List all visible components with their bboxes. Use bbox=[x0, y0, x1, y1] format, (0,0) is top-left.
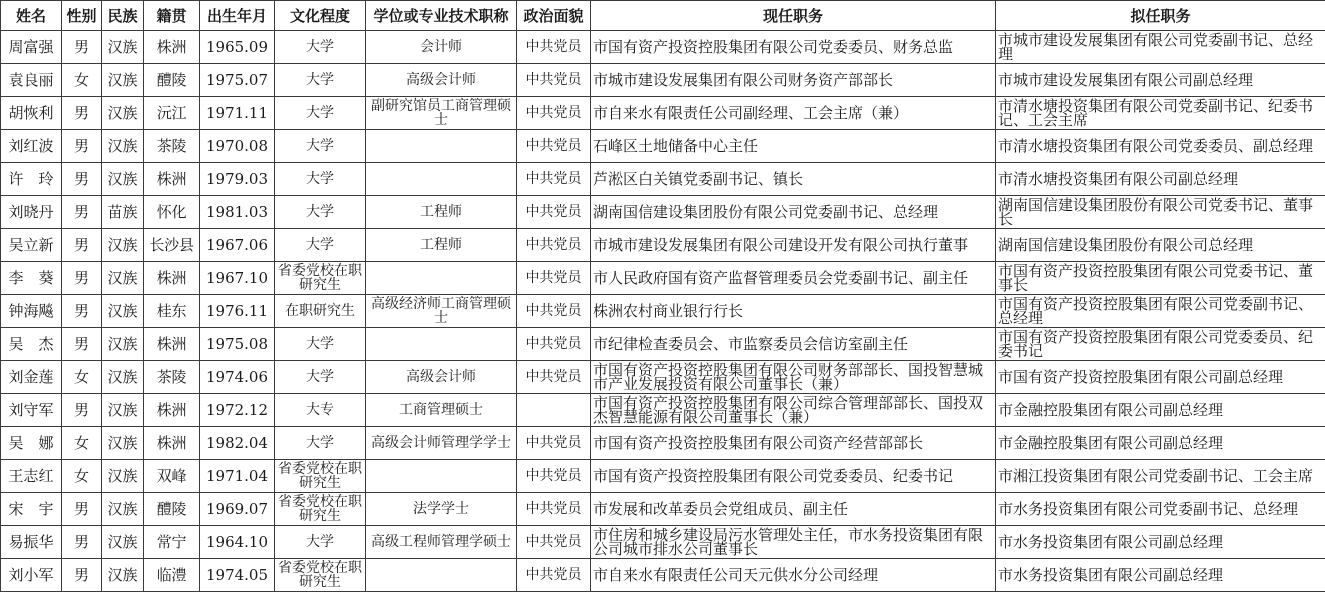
cell-native-place: 长沙县 bbox=[144, 229, 200, 262]
cell-native-place: 醴陵 bbox=[144, 493, 200, 526]
header-proposed-position: 拟任职务 bbox=[996, 1, 1325, 31]
cell-current-position: 市城市建设发展集团有限公司财务资产部部长 bbox=[591, 64, 996, 97]
cell-current-position: 市发展和改革委员会党组成员、副主任 bbox=[591, 493, 996, 526]
cell-proposed-position: 市清水塘投资集团有限公司党委委员、副总经理 bbox=[996, 130, 1325, 163]
cell-gender: 男 bbox=[62, 295, 102, 328]
cell-proposed-position: 市湘江投资集团有限公司党委副书记、工会主席 bbox=[996, 460, 1325, 493]
header-row bbox=[1, 1, 1325, 31]
cell-degree-title bbox=[366, 559, 517, 592]
cell-degree-title: 工程师 bbox=[366, 196, 517, 229]
table-row bbox=[1, 196, 1325, 229]
cell-birth-date: 1964.10 bbox=[200, 526, 275, 559]
cell-birth-date: 1976.11 bbox=[200, 295, 275, 328]
cell-current-position: 市自来水有限责任公司副经理、工会主席（兼） bbox=[591, 97, 996, 130]
cell-degree-title bbox=[366, 262, 517, 295]
cell-ethnicity: 汉族 bbox=[102, 328, 144, 361]
cell-political-status: 中共党员 bbox=[517, 130, 591, 163]
cell-ethnicity: 苗族 bbox=[102, 196, 144, 229]
cell-current-position: 石峰区土地储备中心主任 bbox=[591, 130, 996, 163]
cell-education: 大学 bbox=[275, 64, 366, 97]
cell-birth-date: 1970.08 bbox=[200, 130, 275, 163]
cell-current-position: 芦淞区白关镇党委副书记、镇长 bbox=[591, 163, 996, 196]
cell-political-status: 中共党员 bbox=[517, 460, 591, 493]
cell-name: 钟海飚 bbox=[1, 295, 62, 328]
cell-native-place: 株洲 bbox=[144, 394, 200, 427]
cell-native-place: 株洲 bbox=[144, 31, 200, 64]
cell-gender: 女 bbox=[62, 64, 102, 97]
cell-education: 大学 bbox=[275, 196, 366, 229]
cell-degree-title: 会计师 bbox=[366, 31, 517, 64]
cell-education: 大学 bbox=[275, 361, 366, 394]
cell-degree-title bbox=[366, 130, 517, 163]
cell-ethnicity: 汉族 bbox=[102, 526, 144, 559]
cell-native-place: 双峰 bbox=[144, 460, 200, 493]
cell-birth-date: 1974.06 bbox=[200, 361, 275, 394]
cell-political-status: 中共党员 bbox=[517, 559, 591, 592]
cell-proposed-position: 市城市建设发展集团有限公司党委副书记、总经理 bbox=[996, 31, 1325, 64]
header-education: 文化程度 bbox=[275, 1, 366, 31]
cell-degree-title bbox=[366, 163, 517, 196]
cell-degree-title: 高级工程师管理学硕士 bbox=[366, 526, 517, 559]
cell-education: 大学 bbox=[275, 130, 366, 163]
cell-proposed-position: 湖南国信建设集团股份有限公司总经理 bbox=[996, 229, 1325, 262]
cell-degree-title: 工商管理硕士 bbox=[366, 394, 517, 427]
cell-birth-date: 1979.03 bbox=[200, 163, 275, 196]
header-current-position: 现任职务 bbox=[591, 1, 996, 31]
cell-education: 大学 bbox=[275, 427, 366, 460]
cell-name: 吴 娜 bbox=[1, 427, 62, 460]
table-row bbox=[1, 163, 1325, 196]
table-body bbox=[1, 31, 1325, 592]
cell-birth-date: 1969.07 bbox=[200, 493, 275, 526]
table-row bbox=[1, 427, 1325, 460]
cell-native-place: 怀化 bbox=[144, 196, 200, 229]
cell-education: 大学 bbox=[275, 526, 366, 559]
cell-native-place: 株洲 bbox=[144, 262, 200, 295]
cell-name: 宋 宇 bbox=[1, 493, 62, 526]
cell-ethnicity: 汉族 bbox=[102, 130, 144, 163]
cell-name: 刘红波 bbox=[1, 130, 62, 163]
cell-proposed-position: 市国有资产投资控股集团有限公司党委副书记、总经理 bbox=[996, 295, 1325, 328]
cell-proposed-position: 市清水塘投资集团有限公司党委副书记、纪委书记、工会主席 bbox=[996, 97, 1325, 130]
cell-name: 李 葵 bbox=[1, 262, 62, 295]
cell-political-status: 中共党员 bbox=[517, 64, 591, 97]
cell-degree-title: 工程师 bbox=[366, 229, 517, 262]
cell-degree-title bbox=[366, 460, 517, 493]
table-row bbox=[1, 295, 1325, 328]
cell-name: 吴立新 bbox=[1, 229, 62, 262]
cell-education: 大学 bbox=[275, 31, 366, 64]
cell-name: 王志红 bbox=[1, 460, 62, 493]
cell-ethnicity: 汉族 bbox=[102, 163, 144, 196]
cell-birth-date: 1982.04 bbox=[200, 427, 275, 460]
cell-birth-date: 1975.08 bbox=[200, 328, 275, 361]
cell-proposed-position: 市国有资产投资控股集团有限公司党委书记、董事长 bbox=[996, 262, 1325, 295]
cell-birth-date: 1967.06 bbox=[200, 229, 275, 262]
cell-degree-title bbox=[366, 328, 517, 361]
cell-gender: 男 bbox=[62, 394, 102, 427]
cell-birth-date: 1971.11 bbox=[200, 97, 275, 130]
header-political-status: 政治面貌 bbox=[517, 1, 591, 31]
cell-political-status: 中共党员 bbox=[517, 262, 591, 295]
cell-political-status: 中共党员 bbox=[517, 163, 591, 196]
cell-name: 刘金莲 bbox=[1, 361, 62, 394]
cell-birth-date: 1971.04 bbox=[200, 460, 275, 493]
cell-current-position: 湖南国信建设集团股份有限公司党委副书记、总经理 bbox=[591, 196, 996, 229]
cell-degree-title: 副研究馆员工商管理硕士 bbox=[366, 97, 517, 130]
cell-political-status: 中共党员 bbox=[517, 295, 591, 328]
cell-proposed-position: 市城市建设发展集团有限公司副总经理 bbox=[996, 64, 1325, 97]
cell-name: 胡恢利 bbox=[1, 97, 62, 130]
header-native-place: 籍贯 bbox=[144, 1, 200, 31]
cell-native-place: 茶陵 bbox=[144, 361, 200, 394]
cell-education: 大学 bbox=[275, 97, 366, 130]
cell-degree-title: 法学学士 bbox=[366, 493, 517, 526]
cell-education: 在职研究生 bbox=[275, 295, 366, 328]
cell-native-place: 茶陵 bbox=[144, 130, 200, 163]
cell-political-status: 中共党员 bbox=[517, 427, 591, 460]
cell-native-place: 株洲 bbox=[144, 328, 200, 361]
cell-ethnicity: 汉族 bbox=[102, 394, 144, 427]
cell-ethnicity: 汉族 bbox=[102, 361, 144, 394]
cell-gender: 男 bbox=[62, 526, 102, 559]
cell-proposed-position: 湖南国信建设集团股份有限公司党委书记、董事长 bbox=[996, 196, 1325, 229]
cell-proposed-position: 市国有资产投资控股集团有限公司副总经理 bbox=[996, 361, 1325, 394]
table-row bbox=[1, 328, 1325, 361]
cell-gender: 女 bbox=[62, 460, 102, 493]
cell-current-position: 市自来水有限责任公司天元供水分公司经理 bbox=[591, 559, 996, 592]
cell-native-place: 常宁 bbox=[144, 526, 200, 559]
cell-ethnicity: 汉族 bbox=[102, 493, 144, 526]
cell-political-status: 中共党员 bbox=[517, 229, 591, 262]
cell-name: 易振华 bbox=[1, 526, 62, 559]
cell-gender: 男 bbox=[62, 559, 102, 592]
cell-birth-date: 1974.05 bbox=[200, 559, 275, 592]
cell-ethnicity: 汉族 bbox=[102, 427, 144, 460]
cell-degree-title: 高级经济师工商管理硕士 bbox=[366, 295, 517, 328]
cell-education: 省委党校在职研究生 bbox=[275, 460, 366, 493]
cell-political-status: 中共党员 bbox=[517, 97, 591, 130]
cell-education: 省委党校在职研究生 bbox=[275, 262, 366, 295]
cell-political-status: 中共党员 bbox=[517, 361, 591, 394]
cell-education: 大学 bbox=[275, 163, 366, 196]
cell-gender: 女 bbox=[62, 427, 102, 460]
cell-education: 大学 bbox=[275, 229, 366, 262]
cell-proposed-position: 市国有资产投资控股集团有限公司党委委员、纪委书记 bbox=[996, 328, 1325, 361]
cell-current-position: 市国有资产投资控股集团有限公司党委委员、财务总监 bbox=[591, 31, 996, 64]
cell-education: 大专 bbox=[275, 394, 366, 427]
cell-native-place: 桂东 bbox=[144, 295, 200, 328]
cell-political-status: 中共党员 bbox=[517, 31, 591, 64]
cell-current-position: 市国有资产投资控股集团有限公司财务部部长、国投智慧城市产业发展投资有限公司董事长（兼） bbox=[591, 361, 996, 394]
cell-gender: 男 bbox=[62, 130, 102, 163]
cell-gender: 男 bbox=[62, 229, 102, 262]
header-ethnicity: 民族 bbox=[102, 1, 144, 31]
header-name: 姓名 bbox=[1, 1, 62, 31]
cell-current-position: 市城市建设发展集团有限公司建设开发有限公司执行董事 bbox=[591, 229, 996, 262]
cell-education: 大学 bbox=[275, 328, 366, 361]
cell-current-position: 市人民政府国有资产监督管理委员会党委副书记、副主任 bbox=[591, 262, 996, 295]
cell-political-status: 中共党员 bbox=[517, 196, 591, 229]
cell-current-position: 市国有资产投资控股集团有限公司资产经营部部长 bbox=[591, 427, 996, 460]
table-row bbox=[1, 130, 1325, 163]
cell-native-place: 醴陵 bbox=[144, 64, 200, 97]
cell-gender: 男 bbox=[62, 493, 102, 526]
cell-degree-title: 高级会计师 bbox=[366, 64, 517, 97]
cell-birth-date: 1981.03 bbox=[200, 196, 275, 229]
cell-proposed-position: 市清水塘投资集团有限公司副总经理 bbox=[996, 163, 1325, 196]
table-row bbox=[1, 229, 1325, 262]
table-row bbox=[1, 526, 1325, 559]
cell-gender: 男 bbox=[62, 163, 102, 196]
cell-political-status: 中共党员 bbox=[517, 493, 591, 526]
table-row bbox=[1, 262, 1325, 295]
table-row bbox=[1, 361, 1325, 394]
header-gender: 性别 bbox=[62, 1, 102, 31]
cell-name: 吴 杰 bbox=[1, 328, 62, 361]
cell-name: 袁良丽 bbox=[1, 64, 62, 97]
cell-ethnicity: 汉族 bbox=[102, 460, 144, 493]
cell-gender: 男 bbox=[62, 328, 102, 361]
cell-gender: 男 bbox=[62, 31, 102, 64]
cell-gender: 男 bbox=[62, 262, 102, 295]
cell-birth-date: 1967.10 bbox=[200, 262, 275, 295]
cell-ethnicity: 汉族 bbox=[102, 31, 144, 64]
cell-current-position: 市纪律检查委员会、市监察委员会信访室副主任 bbox=[591, 328, 996, 361]
table-row bbox=[1, 559, 1325, 592]
cell-current-position: 株洲农村商业银行行长 bbox=[591, 295, 996, 328]
cell-ethnicity: 汉族 bbox=[102, 97, 144, 130]
cell-political-status: 中共党员 bbox=[517, 526, 591, 559]
cell-political-status bbox=[517, 394, 591, 427]
cell-ethnicity: 汉族 bbox=[102, 295, 144, 328]
cell-ethnicity: 汉族 bbox=[102, 262, 144, 295]
cell-native-place: 株洲 bbox=[144, 427, 200, 460]
table-row bbox=[1, 493, 1325, 526]
cell-proposed-position: 市水务投资集团有限公司副总经理 bbox=[996, 526, 1325, 559]
table-row bbox=[1, 394, 1325, 427]
cell-gender: 女 bbox=[62, 361, 102, 394]
table-row bbox=[1, 31, 1325, 64]
cell-proposed-position: 市水务投资集团有限公司党委副书记、总经理 bbox=[996, 493, 1325, 526]
cell-proposed-position: 市水务投资集团有限公司副总经理 bbox=[996, 559, 1325, 592]
cell-name: 周富强 bbox=[1, 31, 62, 64]
cell-ethnicity: 汉族 bbox=[102, 229, 144, 262]
cell-native-place: 临澧 bbox=[144, 559, 200, 592]
header-birth-date: 出生年月 bbox=[200, 1, 275, 31]
cell-birth-date: 1965.09 bbox=[200, 31, 275, 64]
cell-degree-title: 高级会计师管理学学士 bbox=[366, 427, 517, 460]
cell-proposed-position: 市金融控股集团有限公司副总经理 bbox=[996, 427, 1325, 460]
cell-name: 刘守军 bbox=[1, 394, 62, 427]
cell-native-place: 株洲 bbox=[144, 163, 200, 196]
cell-proposed-position: 市金融控股集团有限公司副总经理 bbox=[996, 394, 1325, 427]
table-row bbox=[1, 460, 1325, 493]
cell-gender: 男 bbox=[62, 196, 102, 229]
cell-name: 许 玲 bbox=[1, 163, 62, 196]
cell-current-position: 市国有资产投资控股集团有限公司综合管理部部长、国投双杰智慧能源有限公司董事长（兼） bbox=[591, 394, 996, 427]
cell-gender: 男 bbox=[62, 97, 102, 130]
cell-education: 省委党校在职研究生 bbox=[275, 559, 366, 592]
table-row bbox=[1, 97, 1325, 130]
table-row bbox=[1, 64, 1325, 97]
cell-degree-title: 高级会计师 bbox=[366, 361, 517, 394]
cell-education: 省委党校在职研究生 bbox=[275, 493, 366, 526]
cell-ethnicity: 汉族 bbox=[102, 64, 144, 97]
cell-name: 刘晓丹 bbox=[1, 196, 62, 229]
cell-current-position: 市国有资产投资控股集团有限公司党委委员、纪委书记 bbox=[591, 460, 996, 493]
header-degree-title: 学位或专业技术职称 bbox=[366, 1, 517, 31]
cell-political-status: 中共党员 bbox=[517, 328, 591, 361]
cell-ethnicity: 汉族 bbox=[102, 559, 144, 592]
cell-native-place: 沅江 bbox=[144, 97, 200, 130]
cell-current-position: 市住房和城乡建设局污水管理处主任，市水务投资集团有限公司城市排水公司董事长 bbox=[591, 526, 996, 559]
cell-birth-date: 1975.07 bbox=[200, 64, 275, 97]
cell-birth-date: 1972.12 bbox=[200, 394, 275, 427]
cell-name: 刘小军 bbox=[1, 559, 62, 592]
